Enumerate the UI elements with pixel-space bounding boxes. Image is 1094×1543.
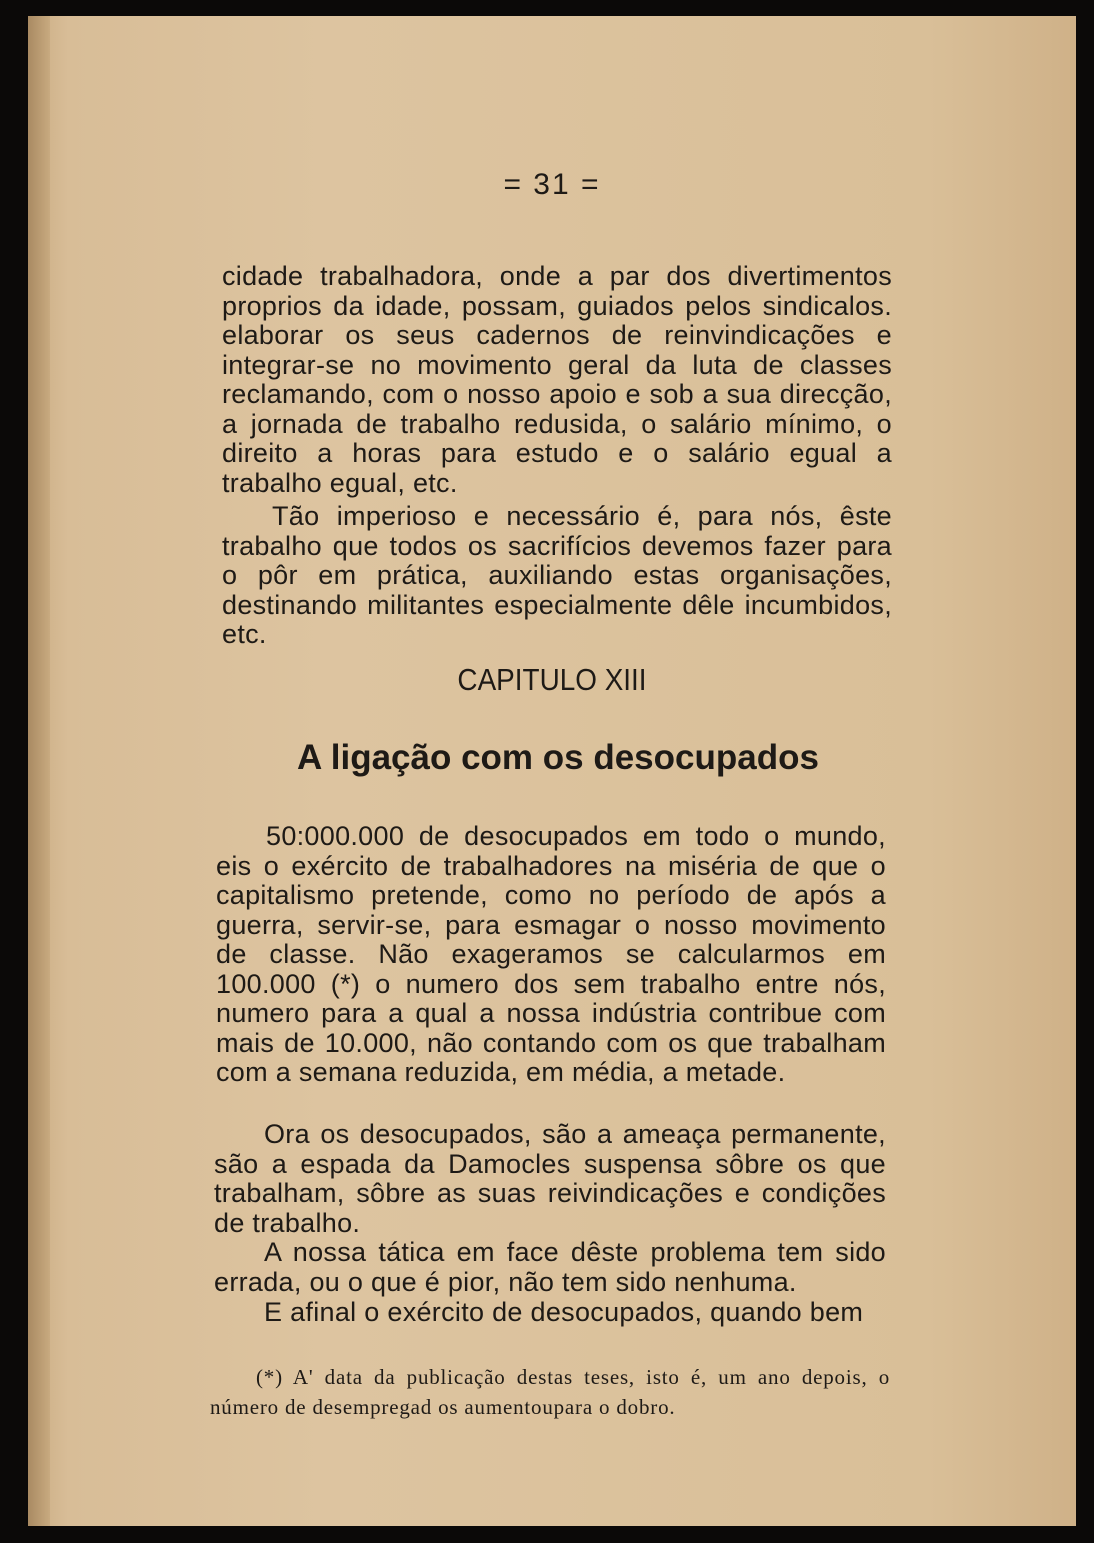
footnote-text: (*) A' data da publicação destas teses, isto é, um ano depois, o número de desempregad os aumentoupara o dobro.	[210, 1365, 890, 1419]
paragraph	[216, 822, 886, 1088]
paragraph-continuation	[222, 262, 892, 498]
paragraph	[214, 1298, 886, 1328]
paragraph-text: A nossa tática em face dêste problema tem sido errada, ou o que é pior, não tem sido nenhuma.	[214, 1237, 886, 1297]
chapter-label: CAPITULO XIII	[457, 662, 647, 697]
paragraph-text: Tão imperioso e necessário é, para nós, êste trabalho que todos os sacrifícios devemos fazer para o pôr em prática, auxiliando estas organisações, destinando militantes especialmente dêle incumbidos, etc.	[222, 501, 892, 649]
paragraph	[214, 1238, 886, 1297]
paragraph-text: Ora os desocupados, são a ameaça permanente, são a espada da Damocles suspensa sôbre os que trabalham, sôbre as suas reivindicações e condições de trabalho.	[214, 1119, 886, 1238]
page-number: = 31 =	[503, 168, 601, 201]
paragraph	[214, 1120, 886, 1238]
paragraph-text: cidade trabalhadora, onde a par dos divertimentos proprios da idade, possam, guiados pelos sindicalos. elaborar os seus cadernos de reinvindicações e integrar-se no movimento geral da luta de classes reclamando, com o nosso apoio e sob a sua direcção, a jornada de trabalho redusida, o salário mínimo, o direito a horas para estudo e o salário egual a trabalho egual, etc.	[222, 261, 892, 498]
footnote	[210, 1362, 890, 1422]
paragraph-text: 50:000.000 de desocupados em todo o mundo, eis o exército de trabalhadores na miséria de que o capitalismo pretende, como no período de após a guerra, servir-se, para esmagar o nosso movimento de classe. Não exageramos se calcularmos em 100.000 (*) o numero dos sem trabalho entre nós, numero para a qual a nossa indústria contribue com mais de 10.000, não contando com os que trabalham com a semana reduzida, em média, a metade.	[216, 821, 886, 1087]
paragraph	[222, 502, 892, 650]
paragraph-text: E afinal o exército de desocupados, quando bem	[264, 1297, 864, 1327]
chapter-title: A ligação com os desocupados	[297, 738, 819, 777]
book-page	[28, 16, 1076, 1526]
